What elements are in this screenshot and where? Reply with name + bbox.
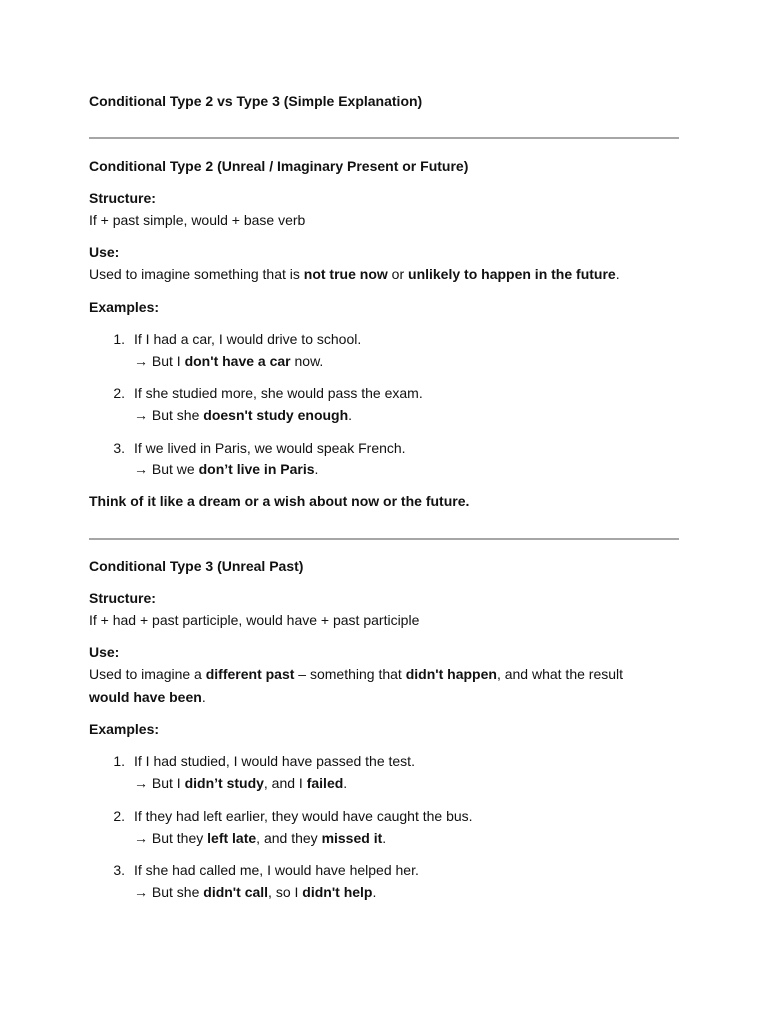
example-tail: now. — [290, 353, 324, 369]
type2-use-text-1: Used to imagine something that is — [89, 266, 304, 282]
type2-summary: Think of it like a dream or a wish about now or the future. — [89, 493, 470, 509]
type2-example-sentence: If I had a car, I would drive to school. — [134, 331, 362, 347]
type3-use-text-2: – something that — [294, 666, 406, 682]
example-mid: , so I — [268, 884, 303, 900]
type2-example-sentence: If we lived in Paris, we would speak French. — [134, 440, 406, 456]
example-mid: , and they — [256, 830, 322, 846]
type2-example-explanation — [134, 406, 352, 424]
type2-use-bold-1: not true now — [303, 266, 388, 282]
type2-examples-label: Examples: — [89, 299, 160, 315]
type3-example-sentence: If I had studied, I would have passed the test. — [134, 753, 415, 769]
example-tail: . — [382, 830, 387, 846]
type2-use-text-2: or — [387, 266, 409, 282]
example-bold: didn't help — [302, 884, 373, 900]
divider — [89, 137, 679, 139]
type3-use-text-1: Used to imagine a — [89, 666, 206, 682]
arrow-text: → But they — [134, 830, 208, 846]
type2-structure-text: If + past simple, would + base verb — [89, 212, 306, 228]
example-bold: failed — [306, 775, 344, 791]
type3-use-bold-3: would have been — [89, 689, 202, 705]
type2-structure-label: Structure: — [89, 190, 156, 206]
type2-heading: Conditional Type 2 (Unreal / Imaginary Present or Future) — [89, 158, 469, 174]
type3-use-bold-1: different past — [205, 666, 295, 682]
type3-use-text-4: . — [201, 689, 206, 705]
type3-use-text — [89, 665, 623, 683]
type2-example-sentence: If she studied more, she would pass the exam. — [134, 385, 423, 401]
type2-example-number: 3. — [113, 440, 125, 456]
type2-example-number: 2. — [113, 385, 125, 401]
example-tail: . — [348, 407, 353, 423]
type3-use-text-3: , and what the result — [496, 666, 624, 682]
example-tail: . — [343, 775, 348, 791]
type3-use-label: Use: — [89, 644, 120, 660]
type3-example-explanation — [134, 883, 376, 901]
type2-use-text-3: . — [615, 266, 620, 282]
arrow-text: → But I — [134, 353, 185, 369]
type3-examples-label: Examples: — [89, 721, 160, 737]
divider — [89, 538, 679, 540]
example-bold: don’t live in Paris — [198, 461, 315, 477]
type3-example-sentence: If they had left earlier, they would have caught the bus. — [134, 808, 473, 824]
type3-example-sentence: If she had called me, I would have helped her. — [134, 862, 419, 878]
example-mid: , and I — [263, 775, 307, 791]
type2-example-explanation — [134, 352, 323, 370]
arrow-text: → But she — [134, 884, 204, 900]
arrow-text: → But I — [134, 775, 185, 791]
type3-example-number: 2. — [113, 808, 125, 824]
type3-heading: Conditional Type 3 (Unreal Past) — [89, 558, 304, 574]
type2-example-explanation — [134, 460, 318, 478]
document-title: Conditional Type 2 vs Type 3 (Simple Explanation) — [89, 93, 423, 109]
type2-example-number: 1. — [113, 331, 125, 347]
example-bold: didn’t study — [184, 775, 264, 791]
type3-example-explanation — [134, 829, 386, 847]
example-bold: missed it — [321, 830, 383, 846]
type3-example-explanation — [134, 774, 347, 792]
example-bold: doesn't study enough — [203, 407, 349, 423]
example-bold: didn't call — [203, 884, 269, 900]
type2-use-bold-2: unlikely to happen in the future — [408, 266, 616, 282]
type3-structure-text: If + had + past participle, would have + past participle — [89, 612, 420, 628]
example-bold: don't have a car — [184, 353, 291, 369]
example-tail: . — [372, 884, 377, 900]
arrow-text: → But she — [134, 407, 204, 423]
type2-use-text — [89, 265, 620, 283]
type3-use-text-continued — [89, 688, 206, 706]
type3-use-bold-2: didn't happen — [405, 666, 497, 682]
type2-use-label: Use: — [89, 244, 120, 260]
type3-structure-label: Structure: — [89, 590, 156, 606]
arrow-text: → But we — [134, 461, 199, 477]
example-tail: . — [314, 461, 319, 477]
example-bold: left late — [207, 830, 257, 846]
type3-example-number: 1. — [113, 753, 125, 769]
type3-example-number: 3. — [113, 862, 125, 878]
